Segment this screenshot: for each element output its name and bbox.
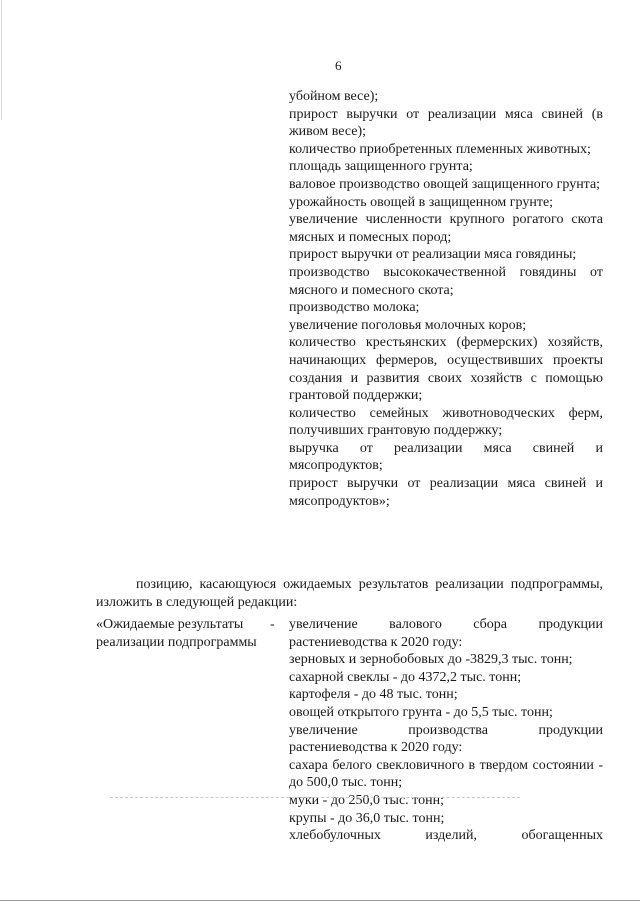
scan-noise-line	[110, 797, 520, 798]
list-item: прирост выручки от реализации мяса говядины;	[289, 247, 577, 263]
list-item: количество крестьянских (фермерских) хозяйств, начинающих фермеров, осуществивших проекты создания и развития своих хозяйств с помощью грантовой поддержки;	[289, 335, 603, 404]
target-indicators-list	[289, 88, 603, 510]
list-item: увеличение численности крупного рогатого скота мясных и помесных пород;	[289, 212, 603, 245]
result-item: овощей открытого грунта - до 5,5 тыс. тонн;	[289, 704, 553, 720]
instruction-paragraph: позицию, касающуюся ожидаемых результатов реализации подпрограммы, изложить в следующей редакции:	[96, 577, 603, 610]
expected-results-value-cell	[289, 616, 603, 845]
list-item: прирост выручки от реализации мяса свиней и мясопродуктов»;	[289, 476, 603, 509]
list-item: выручка от реализации мяса свиней и мясопродуктов;	[289, 440, 603, 474]
list-item: количество семейных животноводческих ферм, получивших грантовую поддержку;	[289, 405, 603, 439]
result-item: хлебобулочных изделий, обогащенных	[289, 828, 603, 844]
result-item: картофеля - до 48 тыс. тонн;	[289, 687, 458, 703]
list-item: убойном весе);	[289, 89, 379, 104]
list-item: производство молока;	[289, 300, 420, 316]
result-item: зерновых и зернобобовых до -3829,3 тыс. тонн;	[289, 652, 573, 668]
result-item: крупы - до 36,0 тыс. тонн;	[289, 810, 445, 826]
result-item: муки - до 250,0 тыс. тонн;	[289, 792, 444, 808]
list-item: валовое производство овощей защищенного грунта;	[289, 176, 601, 192]
list-item: увеличение поголовья молочных коров;	[289, 317, 527, 333]
result-item: сахарной свеклы - до 4372,2 тыс. тонн;	[289, 669, 522, 685]
result-item: увеличение производства продукции растениеводства к 2020 году:	[289, 722, 603, 756]
list-item: количество приобретенных племенных животных;	[289, 141, 591, 157]
row-label: «Ожидаемые результаты реализации подпрограммы	[96, 617, 257, 650]
expected-results-label-cell	[96, 616, 275, 651]
list-item: урожайность овощей в защищенном грунте;	[289, 194, 554, 210]
result-item: сахара белого свекловичного в твердом состоянии - до 500,0 тыс. тонн;	[289, 757, 603, 791]
list-item: площадь защищенного грунта;	[289, 159, 473, 175]
list-item: производство высококачественной говядины от мясного и помесного скота;	[289, 264, 603, 298]
list-item: прирост выручки от реализации мяса свиней (в живом весе);	[289, 106, 603, 140]
row-dash: -	[270, 617, 275, 632]
result-item: увеличение валового сбора продукции растениеводства к 2020 году:	[289, 617, 603, 650]
page-bottom-edge	[0, 900, 640, 901]
page-number: 6	[335, 58, 342, 73]
scan-edge-line	[1, 0, 2, 120]
